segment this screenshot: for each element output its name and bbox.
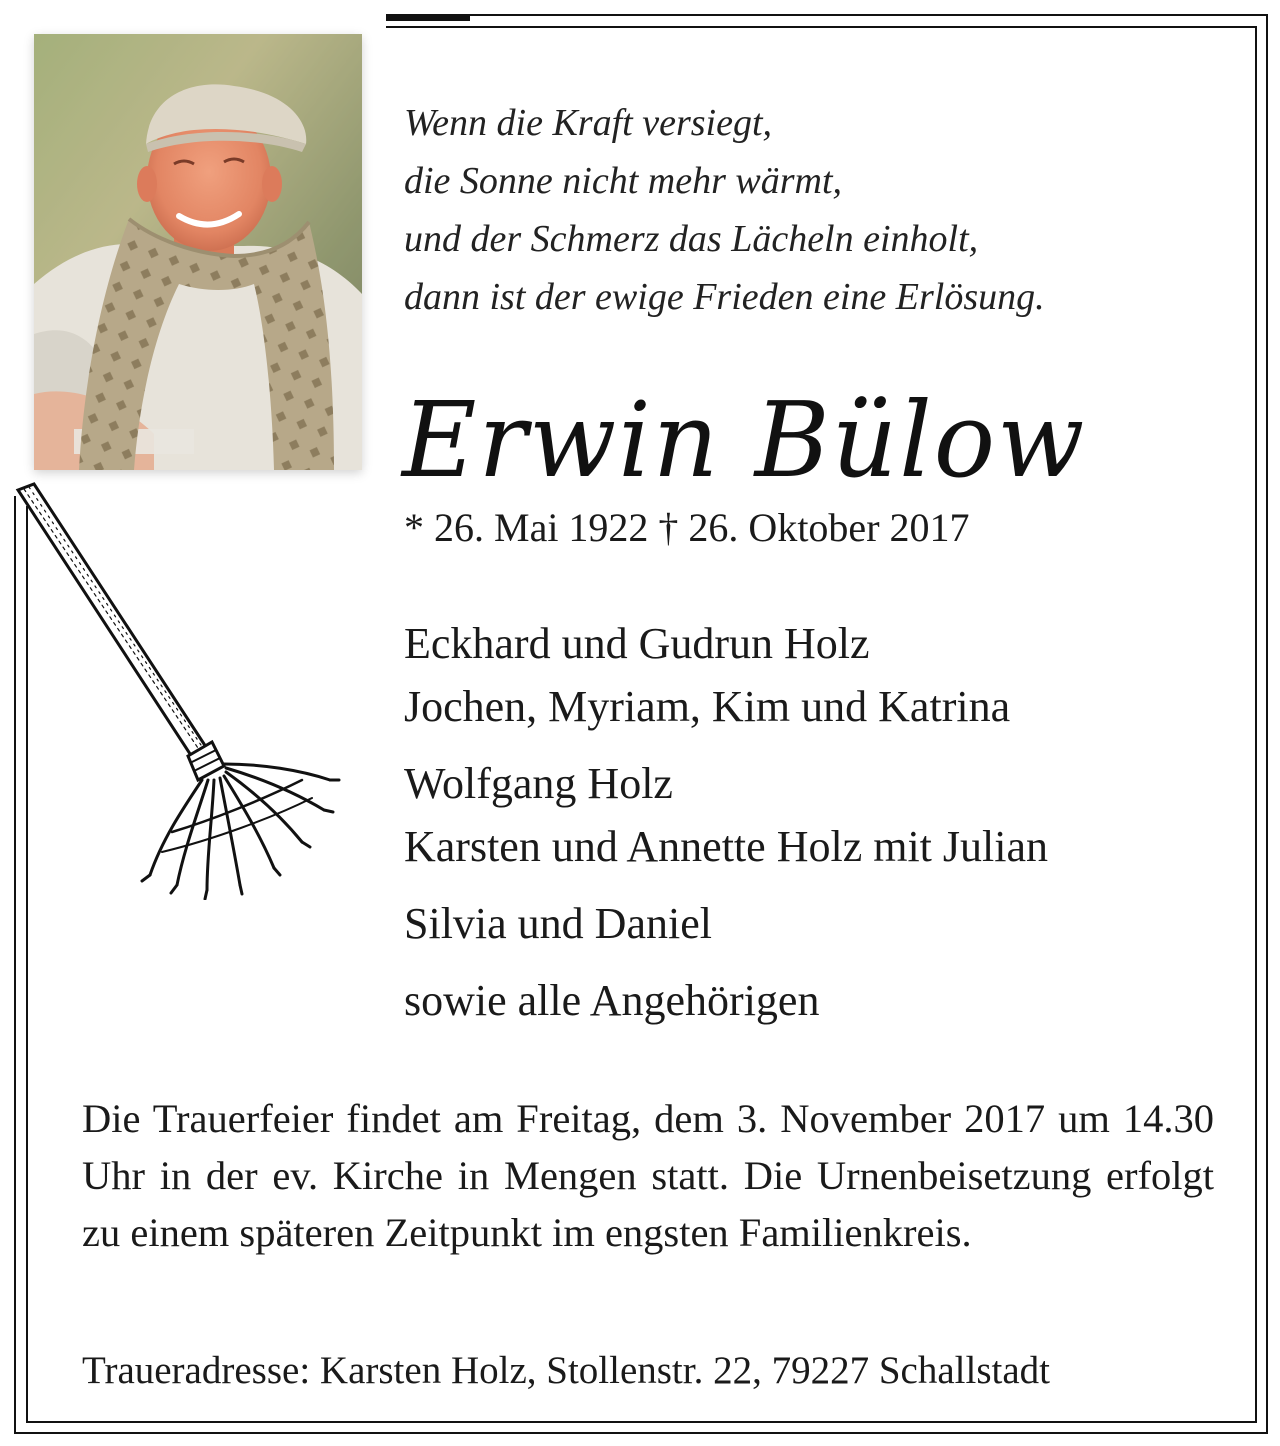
poem-line: dann ist der ewige Frieden eine Erlösung. xyxy=(404,276,1045,318)
life-dates: * 26. Mai 1922 † 26. Oktober 2017 xyxy=(404,505,970,550)
rake-illustration xyxy=(12,480,342,900)
poem xyxy=(404,94,1244,326)
deceased-name: Erwin Bülow xyxy=(402,379,1087,501)
mourners-list xyxy=(404,612,1244,1032)
poem-line: die Sonne nicht mehr wärmt, xyxy=(404,160,843,202)
poem-line: und der Schmerz das Lächeln einholt, xyxy=(404,218,979,260)
frame-bottom-inner xyxy=(26,1421,1257,1423)
mourner-line: Wolfgang Holz xyxy=(404,759,673,808)
mourner-line: sowie alle Angehörigen xyxy=(404,976,820,1025)
mourner-group xyxy=(404,892,1244,955)
mourner-group xyxy=(404,612,1244,738)
frame-right-inner xyxy=(1255,26,1257,1423)
mourner-group xyxy=(404,969,1244,1032)
poem-line: Wenn die Kraft versiegt, xyxy=(404,102,772,144)
frame-bottom-outer xyxy=(14,1432,1268,1434)
mourner-line: Silvia und Daniel xyxy=(404,899,712,948)
frame-right-outer xyxy=(1266,14,1268,1434)
mourner-group xyxy=(404,752,1244,878)
frame-top-inner xyxy=(386,26,1257,28)
portrait-photo xyxy=(34,34,362,470)
frame-top-outer xyxy=(386,14,1268,16)
mourner-line: Karsten und Annette Holz mit Julian xyxy=(404,822,1048,871)
ceremony-notice: Die Trauerfeier findet am Freitag, dem 3. November 2017 um 14.30 Uhr in der ev. Kirche in Mengen statt. Die Urnenbeisetzung erfolgt zu einem späteren Zeitpunkt im engsten Familienkreis. xyxy=(82,1096,1214,1255)
mourning-address: Traueradresse: Karsten Holz, Stollenstr. 22, 79227 Schallstadt xyxy=(82,1349,1050,1392)
mourner-line: Jochen, Myriam, Kim und Katrina xyxy=(404,682,1011,731)
mourner-line: Eckhard und Gudrun Holz xyxy=(404,619,870,668)
